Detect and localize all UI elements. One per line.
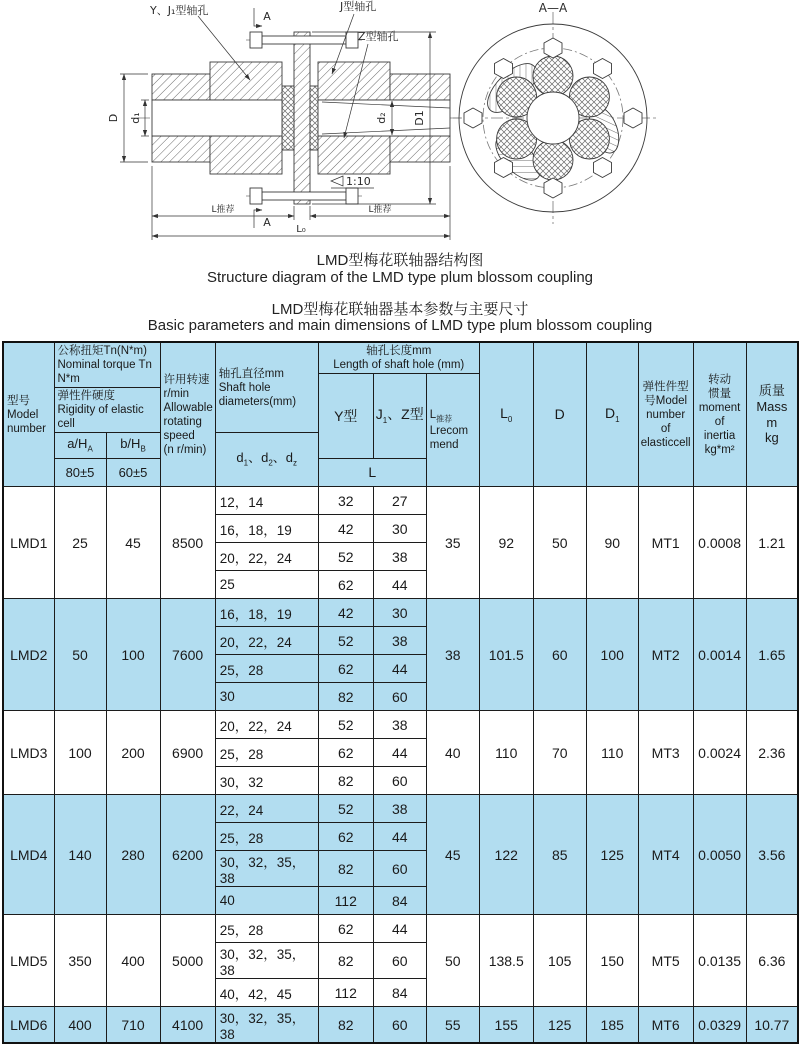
cell-length-jz: 44 [373,915,426,943]
cell-d1: 125 [586,795,638,915]
header-d1: $D_1$ [586,342,638,487]
cell-d: 105 [533,915,586,1007]
cell-diameters: 20，22，24 [215,627,318,655]
cell-model: LMD5 [3,915,54,1007]
cell-mass: 6.36 [746,915,798,1007]
label-j-shaft-hole: J型轴孔 [340,0,377,13]
table-caption-en: Basic parameters and main dimensions of LMD type plum blossom coupling [147,317,653,335]
header-rigidity: 弹性件硬度 Rigidity of elastic cell [54,388,160,433]
cell-length-jz: 60 [373,851,426,887]
label-section-a-bottom: A [263,216,271,229]
cell-length-jz: 38 [373,627,426,655]
label-z-shaft-hole: Z型轴孔 [358,30,399,43]
cell-length-y: 42 [318,515,373,543]
cell-length-y: 52 [318,711,373,739]
header-l-shared: L [318,459,426,487]
table-body [3,487,798,1044]
captions-block [0,253,800,335]
cell-torque-a: 100 [54,711,106,795]
cell-diameters: 25，28 [215,739,318,767]
cell-l0: 138.5 [479,915,533,1007]
header-elastic: 弹性件型 号Model number of elasticcell [638,342,693,487]
label-dim-d1: d₁ [129,112,142,124]
header-inertia: 转动 惯量 moment of inertia kg*m² [693,342,746,487]
table-caption-zh: LMD型梅花联轴器基本参数与主要尺寸 [271,300,529,318]
cell-l0: 110 [479,711,533,795]
cell-diameters: 30 [215,683,318,711]
cell-diameters: 20，22，24 [215,711,318,739]
cell-torque-a: 400 [54,1007,106,1044]
cell-d: 50 [533,487,586,599]
cell-l-recommend: 45 [426,795,479,915]
cell-elastic-model: MT1 [638,487,693,599]
cell-diameters: 40 [215,887,318,915]
cell-d1: 90 [586,487,638,599]
cell-length-y: 82 [318,851,373,887]
cell-inertia: 0.0135 [693,915,746,1007]
cell-length-y: 32 [318,487,373,515]
header-d: D [533,342,586,487]
cell-elastic-model: MT2 [638,599,693,711]
cell-torque-b: 200 [106,711,160,795]
cell-length-y: 62 [318,915,373,943]
label-taper: 1:10 [346,175,371,188]
cell-length-y: 112 [318,979,373,1007]
cell-inertia: 0.0014 [693,599,746,711]
structure-caption-zh: LMD型梅花联轴器结构图 [316,252,484,269]
coupling-structure-drawing [0,0,800,250]
header-a-h: $a/H_A$ [54,433,106,459]
cell-d1: 185 [586,1007,638,1044]
header-b-h: $b/H_B$ [106,433,160,459]
cell-speed: 7600 [160,599,215,711]
cell-torque-a: 140 [54,795,106,915]
header-speed: 许用转速 r/min Allowable rotating speed (n r/min) [160,342,215,487]
cell-length-jz: 84 [373,887,426,915]
cell-diameters: 16，18，19 [215,515,318,543]
cell-model: LMD4 [3,795,54,915]
cell-l0: 101.5 [479,599,533,711]
cell-mass: 1.65 [746,599,798,711]
label-dim-D: D [107,113,120,123]
header-torque-title: 公称扭矩Tn(N*m) Nominal torque Tn N*m [54,342,160,388]
table-row [3,711,798,739]
cell-length-jz: 60 [373,1007,426,1044]
cell-diameters: 25，28 [215,915,318,943]
header-l-rec: $L_{推荐}$ Lrecommend [426,374,479,487]
cell-diameters: 22，24 [215,795,318,823]
cell-length-y: 82 [318,1007,373,1044]
cell-length-y: 62 [318,655,373,683]
cell-length-jz: 44 [373,655,426,683]
cell-length-y: 62 [318,739,373,767]
cell-length-y: 62 [318,823,373,851]
cell-length-jz: 84 [373,979,426,1007]
cell-torque-b: 400 [106,915,160,1007]
cell-model: LMD1 [3,487,54,599]
cell-speed: 4100 [160,1007,215,1044]
cell-length-y: 82 [318,767,373,795]
cell-inertia: 0.0008 [693,487,746,599]
cell-diameters: 30，32，35，38 [215,1007,318,1044]
header-l0: $L_0$ [479,342,533,487]
cell-speed: 6200 [160,795,215,915]
cell-diameters: 25 [215,571,318,599]
structure-caption-en: Structure diagram of the LMD type plum blossom coupling [206,268,593,286]
cell-l0: 155 [479,1007,533,1044]
cell-torque-b: 710 [106,1007,160,1044]
label-dim-d2: d₂ [375,112,388,124]
cell-inertia: 0.0050 [693,795,746,915]
header-b-val: 60±5 [106,459,160,487]
cell-d1: 110 [586,711,638,795]
cell-l-recommend: 50 [426,915,479,1007]
cell-torque-b: 45 [106,487,160,599]
table-head [3,342,798,487]
cell-length-y: 52 [318,543,373,571]
cell-l0: 92 [479,487,533,599]
cell-length-jz: 30 [373,515,426,543]
cell-length-jz: 27 [373,487,426,515]
cell-d1: 100 [586,599,638,711]
cell-torque-b: 280 [106,795,160,915]
cell-length-jz: 60 [373,943,426,979]
parameters-table [2,341,799,1044]
cell-model: LMD6 [3,1007,54,1044]
cell-length-jz: 60 [373,767,426,795]
cell-length-jz: 60 [373,683,426,711]
header-y-type: Y型 [318,374,373,459]
cell-l-recommend: 38 [426,599,479,711]
cell-length-jz: 38 [373,711,426,739]
table-row [3,795,798,823]
cell-torque-a: 25 [54,487,106,599]
cell-mass: 10.77 [746,1007,798,1044]
cell-inertia: 0.0329 [693,1007,746,1044]
cell-diameters: 40，42，45 [215,979,318,1007]
cell-diameters: 12，14 [215,487,318,515]
cell-torque-b: 100 [106,599,160,711]
label-dim-D1: D1 [413,110,426,126]
cell-inertia: 0.0024 [693,711,746,795]
cell-length-jz: 38 [373,543,426,571]
cell-length-y: 42 [318,599,373,627]
cell-model: LMD3 [3,711,54,795]
cell-torque-a: 50 [54,599,106,711]
cell-length-y: 52 [318,627,373,655]
cell-elastic-model: MT4 [638,795,693,915]
table-row [3,1007,798,1044]
cell-l-recommend: 35 [426,487,479,599]
cell-elastic-model: MT5 [638,915,693,1007]
cell-d: 60 [533,599,586,711]
cell-l0: 122 [479,795,533,915]
cell-length-jz: 30 [373,599,426,627]
cell-length-y: 82 [318,683,373,711]
cell-mass: 3.56 [746,795,798,915]
cell-d1: 150 [586,915,638,1007]
label-dim-L-left: L推荐 [211,205,235,215]
header-dia-sub: $d_1$、$d_2$、$d_z$ [215,433,318,487]
label-section-aa: A—A [538,1,568,15]
cell-length-jz: 44 [373,823,426,851]
label-section-a-top: A [263,10,271,23]
cell-diameters: 20，22，24 [215,543,318,571]
cell-elastic-model: MT6 [638,1007,693,1044]
cell-d: 125 [533,1007,586,1044]
table-row [3,599,798,627]
cell-speed: 6900 [160,711,215,795]
cell-elastic-model: MT3 [638,711,693,795]
cell-mass: 1.21 [746,487,798,599]
table-row [3,915,798,943]
header-mass: 质量 Mass m kg [746,342,798,487]
cross-section-view [152,32,450,204]
cell-diameters: 30，32，35，38 [215,943,318,979]
header-jz-type: $J_1$、Z型 [373,374,426,459]
cell-l-recommend: 55 [426,1007,479,1044]
table-row [3,487,798,515]
cell-diameters: 30，32，35，38 [215,851,318,887]
cell-length-jz: 44 [373,739,426,767]
cell-length-jz: 44 [373,571,426,599]
cell-length-y: 52 [318,795,373,823]
cell-length-y: 82 [318,943,373,979]
header-dia-title: 轴孔直径mm Shaft hole diameters(mm) [215,342,318,433]
header-len-title: 轴孔长度mm Length of shaft hole (mm) [318,342,479,374]
cell-speed: 8500 [160,487,215,599]
label-dim-L0: L₀ [296,224,306,235]
header-model: 型号 Model number [3,342,54,487]
cell-d: 85 [533,795,586,915]
cell-diameters: 25，28 [215,655,318,683]
cell-length-y: 112 [318,887,373,915]
header-a-val: 80±5 [54,459,106,487]
cell-mass: 2.36 [746,711,798,795]
cell-l-recommend: 40 [426,711,479,795]
cell-d: 70 [533,711,586,795]
cell-diameters: 30，32 [215,767,318,795]
cell-diameters: 25，28 [215,823,318,851]
label-dim-L-right: L推荐 [368,205,392,215]
cell-torque-a: 350 [54,915,106,1007]
label-yj1-shaft-hole: Y、J₁型轴孔 [150,4,209,17]
cell-speed: 5000 [160,915,215,1007]
cell-length-jz: 38 [373,795,426,823]
cell-diameters: 16，18，19 [215,599,318,627]
cell-model: LMD2 [3,599,54,711]
cell-length-y: 62 [318,571,373,599]
